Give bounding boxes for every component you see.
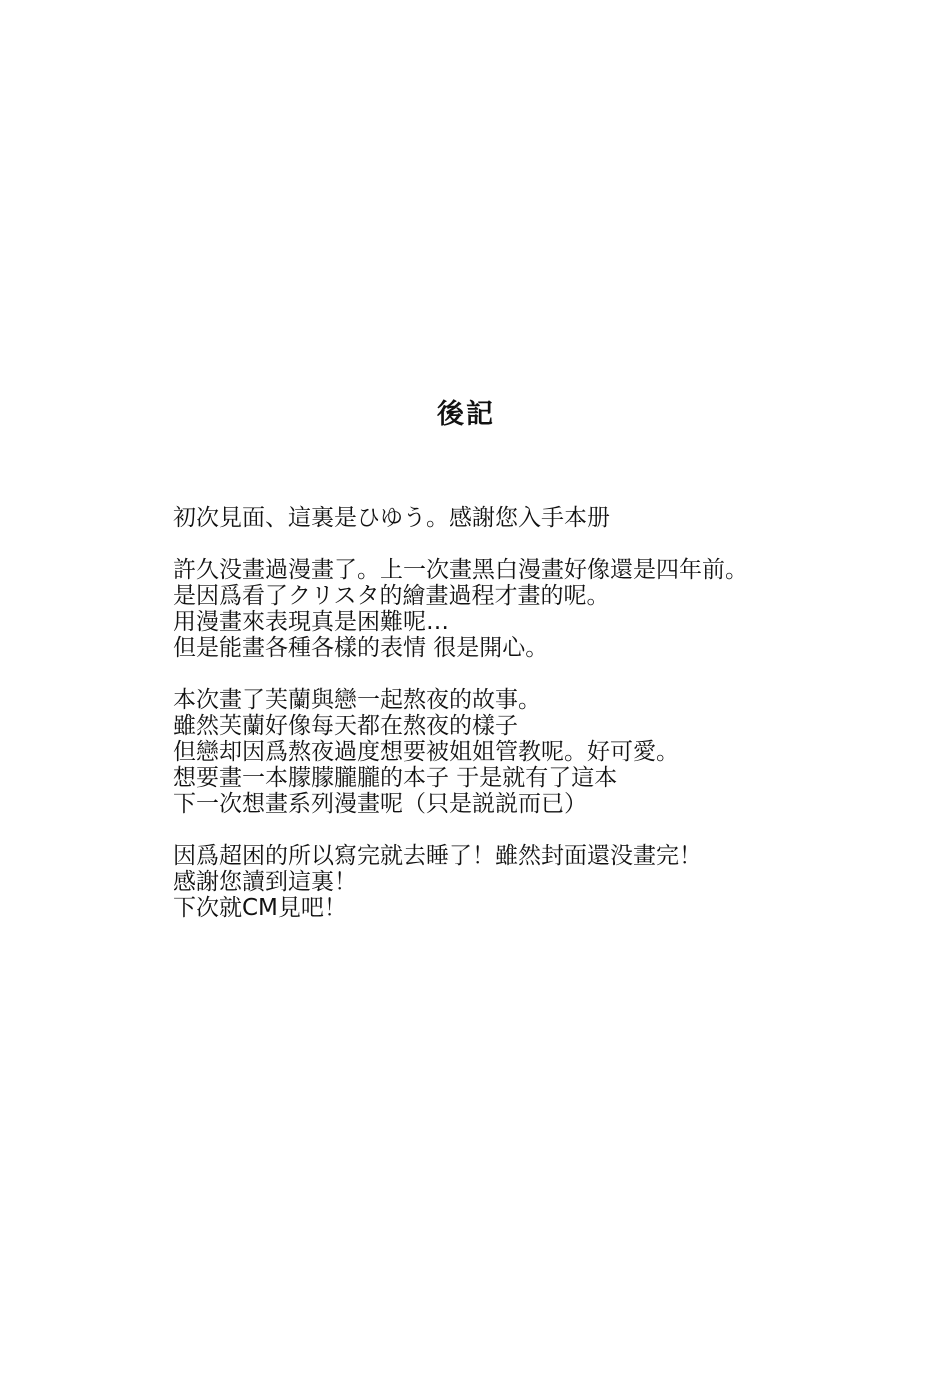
paragraph-greeting	[173, 505, 873, 531]
text-line: 是因爲看了クリスタ的繪畫過程才畫的呢。	[173, 583, 610, 609]
text-line: 但是能畫各種各樣的表情 很是開心。	[173, 635, 549, 661]
paragraph-story	[173, 687, 873, 817]
page-title: 後記	[437, 399, 495, 430]
paragraph-closing	[173, 843, 873, 921]
text-line: 許久没畫過漫畫了。上一次畫黑白漫畫好像還是四年前。	[173, 557, 748, 583]
text-line: 下一次想畫系列漫畫呢（只是説説而已）	[173, 791, 587, 817]
text-line: 感謝您讀到這裏！	[173, 869, 357, 895]
text-line: 下次就CM見吧！	[173, 895, 347, 921]
text-line: 因爲超困的所以寫完就去睡了！雖然封面還没畫完！	[173, 843, 702, 869]
text-line: 本次畫了芙蘭與戀一起熬夜的故事。	[173, 687, 541, 713]
afterword-body	[173, 505, 873, 947]
text-line: 用漫畫來表現真是困難呢…	[173, 609, 449, 635]
text-line: 初次見面、這裏是ひゆう。感謝您入手本册	[173, 505, 610, 531]
paragraph-manga-experience	[173, 557, 873, 661]
text-line: 但戀却因爲熬夜過度想要被姐姐管教呢。好可愛。	[173, 739, 679, 765]
text-line: 雖然芙蘭好像每天都在熬夜的樣子	[173, 713, 518, 739]
text-line: 想要畫一本朦朦朧朧的本子 于是就有了這本	[173, 765, 618, 791]
